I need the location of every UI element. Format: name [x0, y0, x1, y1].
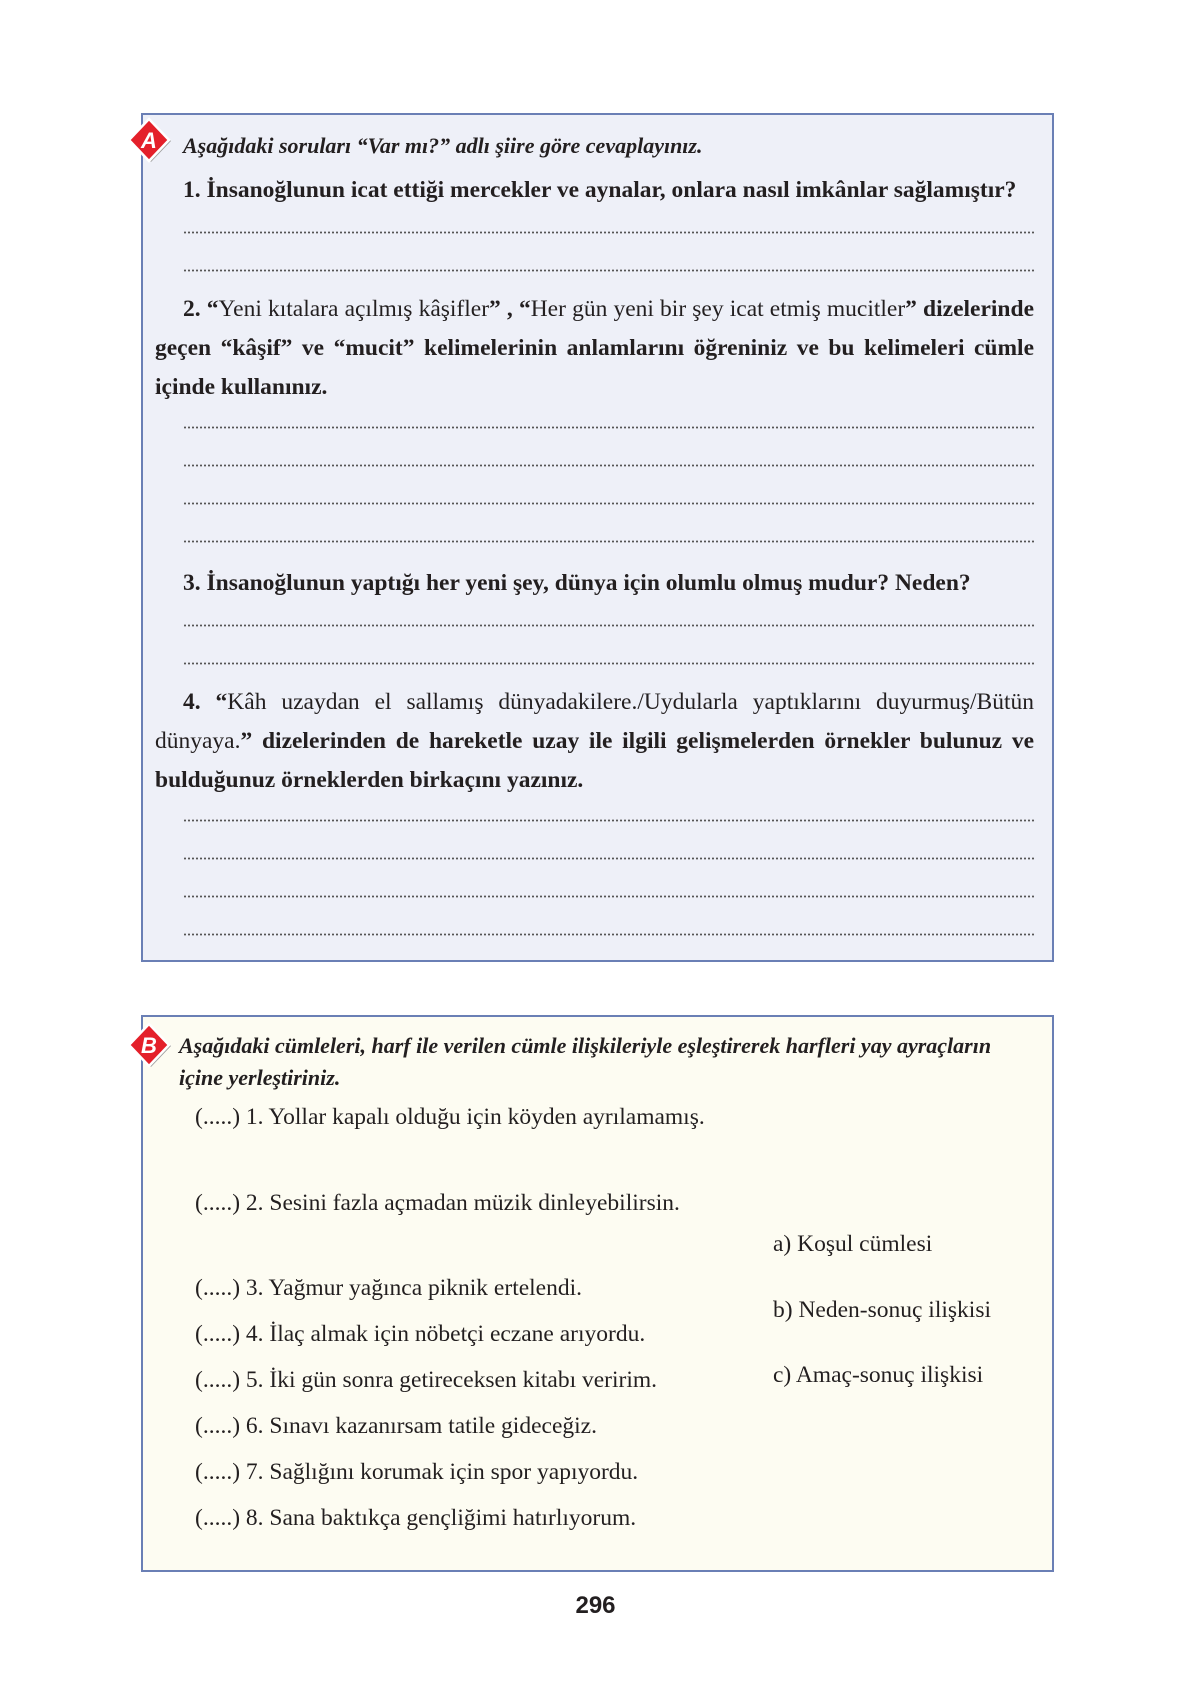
sentence-8: (.....) 8. Sana baktıkça gençliğimi hatırlıyorum. [195, 1505, 637, 1531]
section-b-badge-letter: B [141, 1033, 157, 1058]
answer-line[interactable] [183, 662, 1034, 665]
sentence-7: (.....) 7. Sağlığını korumak için spor yapıyordu. [195, 1459, 639, 1485]
question-2: 2. “Yeni kıtalara açılmış kâşifler” , “Her gün yeni bir şey icat etmiş mucitler” dizelerinde geçen “kâşif” ve “mucit” kelimelerinin anlamlarını öğreniniz ve bu kelimeleri cümle içinde kullanınız. [155, 296, 1035, 400]
section-b-instruction: Aşağıdaki cümleleri, harf ile verilen cümle ilişkileriyle eşleştirerek harfleri yay ayraçların içine yerleştiriniz. [179, 1033, 992, 1090]
answer-line[interactable] [183, 819, 1034, 822]
sentence-4: (.....) 4. İlaç almak için nöbetçi eczane arıyordu. [195, 1321, 646, 1347]
option-a: a) Koşul cümlesi [773, 1231, 933, 1257]
option-b: b) Neden-sonuç ilişkisi [773, 1297, 991, 1323]
sentence-6: (.....) 6. Sınavı kazanırsam tatile gideceğiz. [195, 1413, 597, 1439]
answer-line[interactable] [183, 464, 1034, 467]
sentence-1: (.....) 1. Yollar kapalı olduğu için köyden ayrılamamış. [195, 1104, 705, 1130]
answer-line[interactable] [183, 624, 1034, 627]
sentence-3: (.....) 3. Yağmur yağınca piknik ertelendi. [195, 1275, 583, 1301]
question-3: 3. İnsanoğlunun yaptığı her yeni şey, dünya için olumlu olmuş mudur? Neden? [183, 570, 971, 596]
page-number: 296 [575, 1592, 616, 1619]
answer-line[interactable] [183, 231, 1034, 234]
section-a-instruction: Aşağıdaki soruları “Var mı?” adlı şiire göre cevaplayınız. [183, 133, 703, 158]
answer-line[interactable] [183, 933, 1034, 936]
sentence-5: (.....) 5. İki gün sonra getireceksen kitabı veririm. [195, 1367, 658, 1393]
question-4: 4. “Kâh uzaydan el sallamış dünyadakilere./Uydularla yaptıklarını duyurmuş/Bütün dünyaya.” dizelerinden de hareketle uzay ile ilgili gelişmelerden örnekler bulunuz ve bulduğunuz örneklerden birkaçını yazınız. [155, 689, 1034, 793]
option-c: c) Amaç-sonuç ilişkisi [773, 1362, 984, 1388]
question-1: 1. İnsanoğlunun icat ettiği mercekler ve aynalar, onlara nasıl imkânlar sağlamıştır? [183, 177, 1017, 203]
section-b-badge-icon [125, 1022, 173, 1070]
section-a-badge-icon [125, 117, 173, 165]
answer-line[interactable] [183, 857, 1034, 860]
section-a-badge-letter: A [141, 128, 157, 153]
answer-line[interactable] [183, 269, 1034, 272]
sentence-2: (.....) 2. Sesini fazla açmadan müzik dinleyebilirsin. [195, 1190, 680, 1216]
answer-line[interactable] [183, 426, 1034, 429]
answer-line[interactable] [183, 540, 1034, 543]
answer-line[interactable] [183, 895, 1034, 898]
section-a-box [141, 113, 1054, 962]
answer-line[interactable] [183, 502, 1034, 505]
